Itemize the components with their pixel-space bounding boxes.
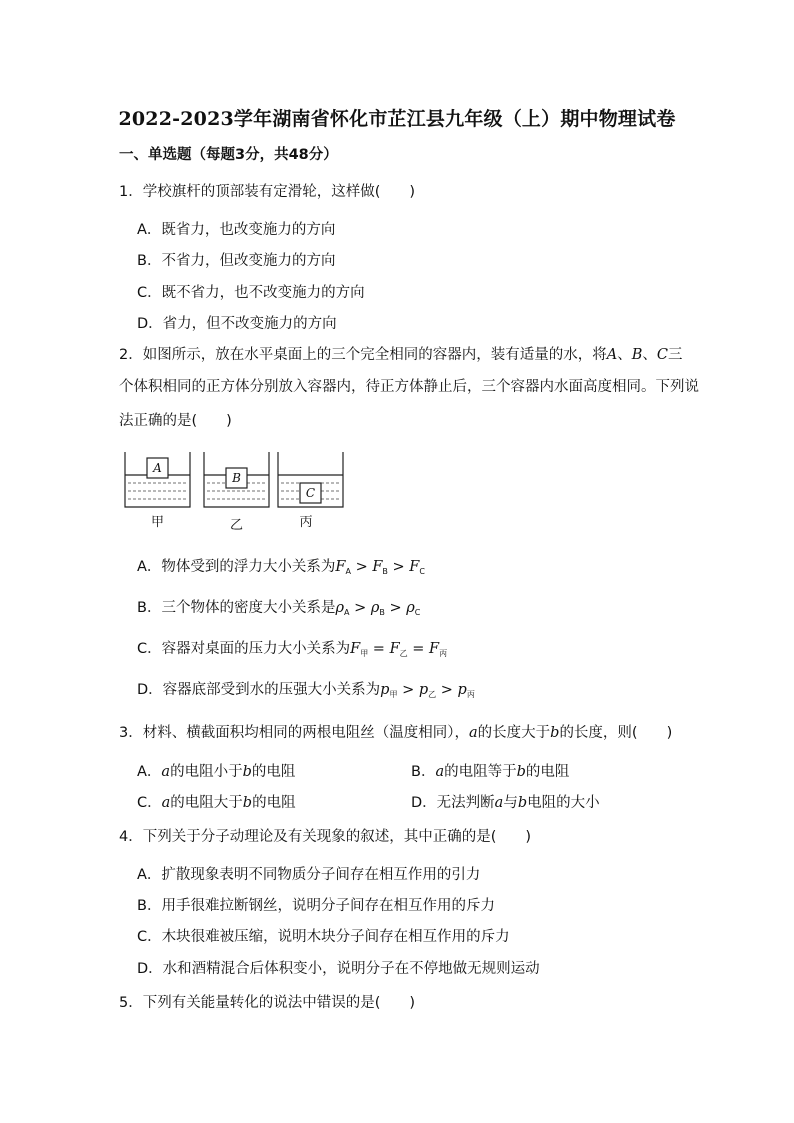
block-c-label: C (305, 486, 316, 500)
block-a-label: A (153, 461, 162, 475)
question-2-option-b: B．三个物体的密度大小关系是$\rho_A > \rho_B > \rho_C$ (137, 600, 421, 617)
question-2-stem-line3: 法正确的是( ) (119, 413, 232, 429)
question-4-option-b: B．用手很难拉断钢丝，说明分子间存在相互作用的斥力 (137, 898, 495, 914)
containers-figure (120, 450, 350, 540)
question-1-option-b: B．不省力，但改变施力的方向 (137, 253, 336, 269)
question-4-option-c: C．木块很难被压缩，说明木块分子间存在相互作用的斥力 (137, 929, 510, 945)
question-4-option-d: D．水和酒精混合后体积变小，说明分子在不停地做无规则运动 (137, 961, 540, 977)
block-b-label: B (232, 471, 241, 485)
container-label-yi: 乙 (229, 518, 244, 533)
question-3-option-d: D．无法判断a与b电阻的大小 (411, 795, 600, 811)
page-title: 2022-2023学年湖南省怀化市芷江县九年级（上）期中物理试卷 (118, 108, 676, 130)
question-3-stem: 3．材料、横截面积均相同的两根电阻丝（温度相同），a的长度大于b的长度，则( ) (119, 725, 673, 741)
section-heading: 一、单选题（每题3分，共48分） (119, 147, 338, 163)
question-1-option-d: D．省力，但不改变施力的方向 (137, 316, 337, 332)
question-2-option-c: C．容器对桌面的压力大小关系为$F_甲 = F_乙 = F_丙$ (137, 641, 448, 658)
question-5-stem: 5．下列有关能量转化的说法中错误的是( ) (119, 995, 416, 1011)
question-3-option-b: B．a的电阻等于b的电阻 (411, 764, 570, 780)
question-2-option-d: D．容器底部受到水的压强大小关系为$p_甲 > p_乙 > p_丙$ (137, 682, 475, 699)
question-2-stem-line2: 个体积相同的正方体分别放入容器内，待正方体静止后，三个容器内水面高度相同。下列说 (119, 379, 699, 395)
container-label-bing: 丙 (299, 515, 313, 530)
question-3-option-a: A．a的电阻小于b的电阻 (137, 764, 296, 780)
question-1-option-a: A．既省力，也改变施力的方向 (137, 222, 336, 238)
question-4-option-a: A．扩散现象表明不同物质分子间存在相互作用的引力 (137, 867, 481, 883)
question-3-option-c: C．a的电阻大于b的电阻 (137, 795, 296, 811)
question-1-option-c: C．既不省力，也不改变施力的方向 (137, 285, 365, 301)
question-2-option-a: A．物体受到的浮力大小关系为$F_A > F_B > F_C$ (137, 559, 425, 576)
question-2-stem-line1: 2．如图所示，放在水平桌面上的三个完全相同的容器内，装有适量的水，将A、B、C三 (119, 347, 683, 363)
question-4-stem: 4．下列关于分子动理论及有关现象的叙述，其中正确的是( ) (119, 829, 532, 845)
question-1-stem: 1．学校旗杆的顶部装有定滑轮，这样做( ) (119, 184, 416, 200)
container-label-jia: 甲 (150, 515, 165, 530)
